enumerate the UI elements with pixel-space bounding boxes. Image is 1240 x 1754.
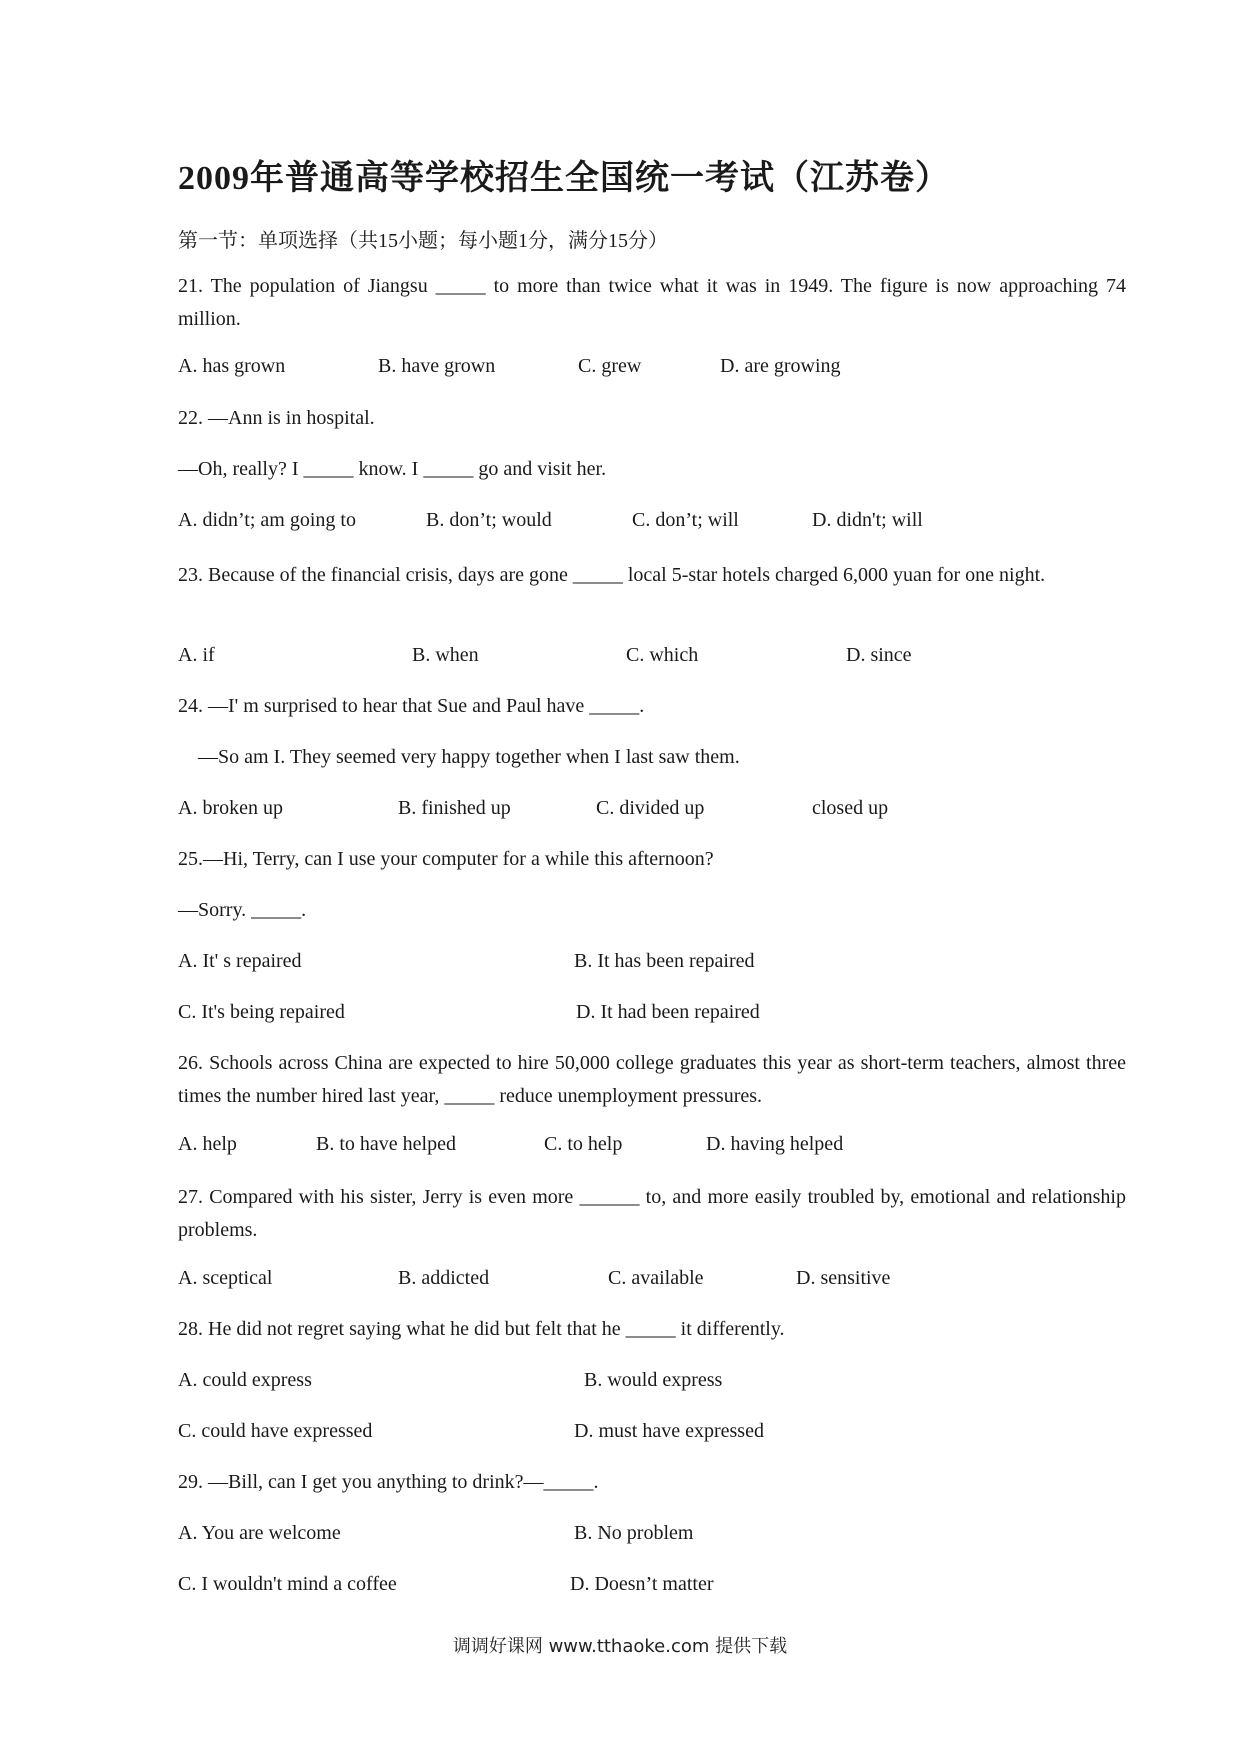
option-d: D. since <box>846 644 912 666</box>
option-d: D. having helped <box>706 1133 844 1155</box>
question-21-stem: 21. The population of Jiangsu _____ to more than twice what it was in 1949. The figure is now approaching 74 million. <box>178 275 1126 330</box>
option-a: A. You are welcome <box>178 1522 341 1544</box>
question-26-stem: 26. Schools across China are expected to hire 50,000 college graduates this year as short-term teachers, almost three times the number hired last year, _____ reduce unemployment pressures. <box>178 1052 1126 1107</box>
option-b: B. finished up <box>398 797 511 819</box>
option-c: C. don’t; will <box>632 509 739 531</box>
option-d: D. didn't; will <box>812 509 923 531</box>
option-b: B. have grown <box>378 355 496 377</box>
page-title: 2009年普通高等学校招生全国统一考试（江苏卷） <box>178 160 950 197</box>
option-c: C. to help <box>544 1133 623 1155</box>
question-24-dialogue: —So am I. They seemed very happy together when I last saw them. <box>198 746 740 768</box>
option-d: closed up <box>812 797 889 819</box>
option-b: B. don’t; would <box>426 509 552 531</box>
option-a: A. broken up <box>178 797 283 819</box>
question-22-stem: 22. —Ann is in hospital. <box>178 407 375 429</box>
question-29-stem: 29. —Bill, can I get you anything to drink?—_____. <box>178 1471 599 1493</box>
option-a: A. if <box>178 644 215 666</box>
question-27-stem: 27. Compared with his sister, Jerry is even more ______ to, and more easily troubled by, emotional and relationship problems. <box>178 1186 1126 1241</box>
option-c: C. It's being repaired <box>178 1001 345 1023</box>
option-c: C. available <box>608 1267 704 1289</box>
option-a: A. didn’t; am going to <box>178 509 356 531</box>
section-heading: 第一节：单项选择（共15小题；每小题1分，满分15分） <box>178 230 668 252</box>
question-24-stem: 24. —I' m surprised to hear that Sue and Paul have _____. <box>178 695 645 717</box>
page-footer: 调调好课网 www.tthaoke.com 提供下载 <box>452 1636 788 1657</box>
option-a: A. has grown <box>178 355 286 377</box>
option-c: C. which <box>626 644 699 666</box>
option-a: A. could express <box>178 1369 312 1391</box>
option-b: B. No problem <box>574 1522 694 1544</box>
option-d: D. must have expressed <box>574 1420 764 1442</box>
option-d: D. are growing <box>720 355 841 377</box>
option-d: D. Doesn’t matter <box>570 1573 714 1595</box>
option-a: A. help <box>178 1133 237 1155</box>
option-b: B. addicted <box>398 1267 490 1289</box>
option-c: C. I wouldn't mind a coffee <box>178 1573 397 1595</box>
option-b: B. to have helped <box>316 1133 456 1155</box>
option-a: A. sceptical <box>178 1267 273 1289</box>
question-28-stem: 28. He did not regret saying what he did but felt that he _____ it differently. <box>178 1318 785 1340</box>
question-23-stem: 23. Because of the financial crisis, days are gone _____ local 5-star hotels charged 6,000 yuan for one night. <box>178 564 1046 586</box>
option-a: A. It' s repaired <box>178 950 302 972</box>
option-c: C. divided up <box>596 797 705 819</box>
option-c: C. could have expressed <box>178 1420 373 1442</box>
option-c: C. grew <box>578 355 642 377</box>
option-b: B. would express <box>584 1369 723 1391</box>
question-22-dialogue: —Oh, really? I _____ know. I _____ go and visit her. <box>178 458 607 480</box>
option-d: D. sensitive <box>796 1267 891 1289</box>
question-25-dialogue: —Sorry. _____. <box>178 899 307 921</box>
question-25-stem: 25.—Hi, Terry, can I use your computer for a while this afternoon? <box>178 848 714 870</box>
option-b: B. when <box>412 644 479 666</box>
option-d: D. It had been repaired <box>576 1001 760 1023</box>
option-b: B. It has been repaired <box>574 950 755 972</box>
